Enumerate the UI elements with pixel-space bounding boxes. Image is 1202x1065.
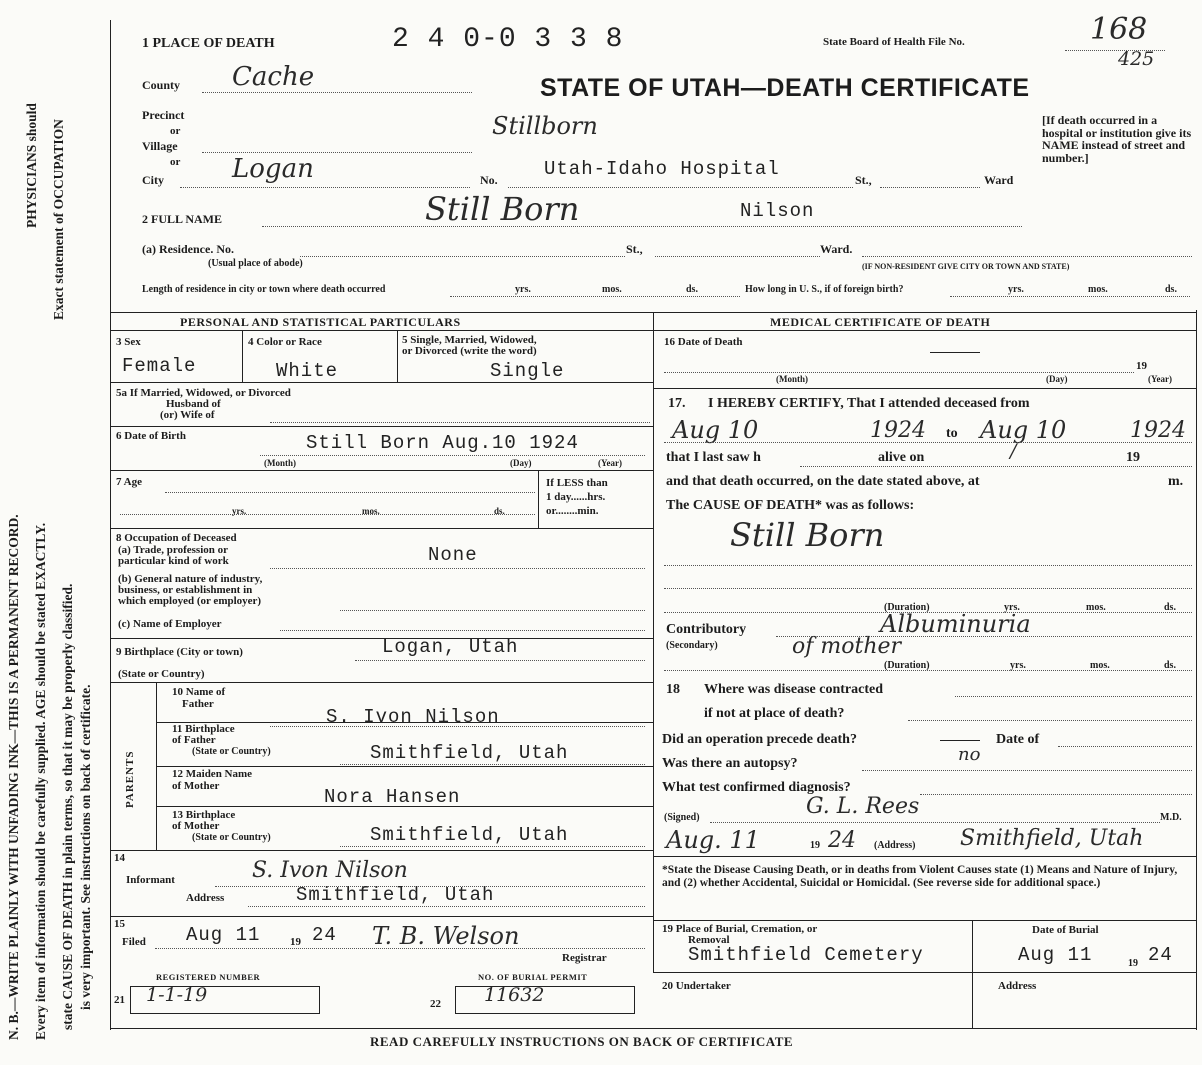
row9-rule	[110, 682, 653, 683]
contributory-duration-yrs: yrs.	[1010, 660, 1026, 671]
date-of-death-line	[664, 372, 1134, 373]
occupation-label: 8 Occupation of Deceased	[116, 532, 237, 544]
length-ds: ds.	[686, 284, 698, 295]
operation-line	[1058, 746, 1192, 747]
contributory-duration-line	[664, 670, 1192, 671]
signature-address-value: Smithfield, Utah	[960, 826, 1144, 851]
race-divider	[397, 330, 398, 382]
length-line	[450, 296, 740, 297]
age-divider	[538, 470, 539, 528]
father-birthplace-label: 11 Birthplace of Father (State or Country)	[172, 723, 271, 757]
signed-rule	[653, 856, 1197, 857]
contributory-duration-mos: mos.	[1090, 660, 1110, 671]
contributory-value-2: of mother	[792, 634, 902, 659]
residence-sub: (Usual place of abode)	[208, 258, 303, 269]
marital-value: Single	[490, 360, 565, 382]
father-line	[270, 726, 645, 727]
birthplace-state: (State or Country)	[118, 668, 205, 680]
hospital-note: [If death occurred in a hospital or institution give its NAME instead of street and number.]	[1042, 113, 1192, 165]
ward-label: Ward	[984, 173, 1014, 187]
marital-label: 5 Single, Married, Widowed, or Divorced (write the word)	[402, 334, 537, 357]
file-number-label: State Board of Health File No.	[823, 36, 965, 48]
signature-address-label: (Address)	[874, 840, 916, 851]
occupation-b: (b) General nature of industry, business, or establishment in which employed (or employer)	[118, 573, 263, 607]
county-label: County	[142, 78, 181, 92]
residence-ward-label: Ward.	[820, 242, 853, 256]
file-number-value: 168	[1090, 12, 1148, 47]
occupation-line-b	[340, 610, 645, 611]
signed-value: G. L. Rees	[806, 794, 920, 819]
death-occurred-m: m.	[1168, 474, 1184, 489]
contributory-duration: (Duration)	[884, 660, 930, 671]
item-21-number: 21	[114, 994, 125, 1006]
side-note-line1b: PHYSICIANS should	[24, 103, 39, 228]
alive-on-year: 19	[1126, 450, 1140, 465]
birthplace-label: 9 Birthplace (City or town)	[116, 646, 243, 658]
last-saw-label: that I last saw h	[666, 450, 761, 465]
race-value: White	[276, 360, 339, 382]
cause-line-2	[664, 588, 1192, 589]
county-line	[202, 92, 472, 93]
autopsy-line	[862, 770, 1192, 771]
undertaker-label: 20 Undertaker	[662, 980, 731, 992]
footnote-rule	[653, 920, 1197, 921]
burial-date-label: Date of Burial	[1032, 924, 1099, 936]
burial-permit-box	[455, 986, 635, 1014]
certify-text: I HEREBY CERTIFY, That I attended deceased from	[708, 396, 1030, 411]
autopsy-label: Was there an autopsy?	[662, 756, 798, 771]
nonresident-note: (IF NON-RESIDENT GIVE CITY OR TOWN AND STATE)	[862, 262, 1070, 271]
length-mos: mos.	[602, 284, 622, 295]
age-if-less: If LESS than 1 day......hrs. or........min.	[546, 477, 608, 517]
test-line	[920, 794, 1192, 795]
mother-birthplace-line	[340, 846, 645, 847]
personal-heading: PERSONAL AND STATISTICAL PARTICULARS	[180, 315, 461, 329]
age-mos: mos.	[362, 506, 380, 516]
side-note-line2b: Exact statement of OCCUPATION	[51, 119, 66, 320]
autopsy-value: no	[958, 744, 981, 765]
burial-rule	[653, 972, 1197, 973]
alive-on-mark: /	[1010, 440, 1017, 462]
right-border	[1196, 310, 1197, 1030]
signed-line	[710, 822, 1160, 823]
date-of-death-dash	[930, 352, 980, 353]
street-number-line	[508, 187, 853, 188]
side-note-line1: N. B.—WRITE PLAINLY WITH UNFADING INK—THIS IS A PERMANENT RECORD.	[6, 514, 21, 1040]
where-contracted-line	[955, 696, 1192, 697]
filed-value: Aug 11	[186, 924, 261, 946]
operation-date-label: Date of	[996, 732, 1040, 747]
registrar-label: Registrar	[562, 952, 607, 964]
row12-rule	[156, 806, 653, 807]
contributory-line	[776, 636, 1192, 637]
age-line-2	[120, 514, 535, 515]
burial-year: 24	[1148, 944, 1173, 966]
st-label: St.,	[855, 173, 872, 187]
foreign-ds: ds.	[1165, 284, 1177, 295]
foreign-yrs: yrs.	[1008, 284, 1024, 295]
certificate-number: 2 4 0-0 3 3 8	[392, 24, 624, 55]
medical-heading-rule	[653, 330, 1197, 331]
informant-label: Informant	[126, 874, 175, 886]
undertaker-address-label: Address	[998, 980, 1037, 992]
death-occurred-label: and that death occurred, on the date stated above, at	[666, 474, 980, 489]
attended-to-date: Aug 10	[980, 416, 1067, 444]
city-line	[180, 187, 470, 188]
parents-label: PARENTS	[124, 750, 136, 808]
personal-heading-rule	[110, 330, 653, 331]
file-number-secondary: 425	[1118, 48, 1155, 70]
certificate-title: STATE OF UTAH—DEATH CERTIFICATE	[540, 74, 1030, 102]
signature-year-prefix: 19	[810, 840, 820, 851]
dob-month: (Month)	[264, 458, 296, 468]
item-17-number: 17.	[668, 396, 686, 411]
date-of-death-month: (Month)	[776, 374, 808, 384]
footer-instructions: READ CAREFULLY INSTRUCTIONS ON BACK OF CERTIFICATE	[370, 1034, 794, 1049]
occupation-line-a	[270, 568, 645, 569]
date-of-death-label: 16 Date of Death	[664, 336, 743, 348]
birthplace-line	[355, 660, 645, 661]
attended-from-date: Aug 10	[672, 416, 759, 444]
village-line	[202, 152, 472, 153]
burial-year-prefix: 19	[1128, 958, 1138, 969]
mother-name-value: Nora Hansen	[324, 786, 461, 808]
place-of-death-label: 1 PLACE OF DEATH	[142, 36, 275, 51]
item-14-number: 14	[114, 852, 125, 864]
row16-rule	[653, 388, 1197, 389]
side-note-line3: state CAUSE OF DEATH in plain terms, so that it may be properly classified.	[60, 583, 75, 1030]
test-label: What test confirmed diagnosis?	[662, 780, 851, 795]
medical-heading: MEDICAL CERTIFICATE OF DEATH	[770, 315, 991, 329]
length-of-residence-label: Length of residence in city or town where death occurred	[142, 284, 386, 295]
spouse-label: 5a If Married, Widowed, or Divorced Husband of (or) Wife of	[116, 387, 291, 421]
burial-permit-value: 11632	[484, 984, 545, 1006]
age-yrs: yrs.	[232, 506, 247, 516]
cause-of-death-label: The CAUSE OF DEATH* was as follows:	[666, 498, 915, 513]
row3-rule	[110, 382, 653, 383]
sex-label: 3 Sex	[116, 336, 141, 348]
signature-year: 24	[828, 828, 856, 853]
dob-line	[260, 455, 645, 456]
last-saw-line	[800, 466, 1192, 467]
city-value: Logan	[232, 154, 314, 184]
precinct-value: Stillborn	[492, 112, 598, 140]
age-line-1	[165, 492, 535, 493]
or-label-1: or	[170, 125, 181, 137]
filed-year-prefix: 19	[290, 936, 301, 948]
attended-to-year: 1924	[1130, 418, 1186, 443]
where-contracted-line-2	[908, 720, 1192, 721]
attended-line	[664, 442, 1192, 443]
cause-duration-yrs: yrs.	[1004, 602, 1020, 613]
parents-bottom-rule	[110, 850, 653, 851]
side-note-line2: Every item of information should be carefully supplied. AGE should be stated EXACTLY.	[33, 522, 48, 1040]
informant-address-label: Address	[186, 892, 225, 904]
row11-rule	[156, 766, 653, 767]
item-22-number: 22	[430, 998, 441, 1010]
occupation-line-c	[280, 630, 645, 631]
md-label: M.D.	[1160, 812, 1182, 823]
dob-value: Still Born Aug.10 1924	[306, 432, 579, 454]
street-number-label: No.	[480, 173, 498, 187]
full-name-line	[262, 226, 1022, 227]
dob-year: (Year)	[598, 458, 622, 468]
contributory-value-1: Albuminuria	[880, 610, 1031, 638]
disease-footnote: *State the Disease Causing Death, or in deaths from Violent Causes state (1) Means and Nature of Injury, and (2) whether Accidental, Suicidal or Homicidal. (See reverse side for additional space.)	[662, 864, 1178, 889]
foreign-mos: mos.	[1088, 284, 1108, 295]
father-name-value: S. Ivon Nilson	[326, 706, 500, 728]
cause-duration: (Duration)	[884, 602, 930, 613]
where-contracted-label: Where was disease contracted	[704, 682, 883, 697]
race-label: 4 Color or Race	[248, 336, 322, 348]
item-18-number: 18	[666, 682, 680, 697]
bottom-border	[110, 1028, 1197, 1029]
full-name-handwritten: Still Born	[425, 190, 580, 228]
cause-line-1	[664, 565, 1192, 566]
ward-line	[880, 187, 980, 188]
residence-st-label: St.,	[626, 242, 643, 256]
cause-duration-ds: ds.	[1164, 602, 1176, 613]
item-15-number: 15	[114, 918, 125, 930]
full-name-typed: Nilson	[740, 200, 815, 222]
where-contracted-label-2: if not at place of death?	[704, 706, 845, 721]
cause-of-death-value: Still Born	[730, 516, 885, 554]
operation-dash	[940, 740, 980, 741]
informant-value: S. Ivon Nilson	[252, 858, 408, 883]
burial-permit-label: NO. OF BURIAL PERMIT	[478, 972, 588, 982]
foreign-line	[950, 296, 1190, 297]
residence-line	[300, 256, 625, 257]
signed-label: (Signed)	[664, 812, 700, 823]
date-of-death-year: (Year)	[1148, 374, 1172, 384]
row14-rule	[110, 916, 653, 917]
city-label: City	[142, 173, 164, 187]
dob-day: (Day)	[510, 458, 532, 468]
dob-label: 6 Date of Birth	[116, 430, 186, 442]
length-yrs: yrs.	[515, 284, 531, 295]
residence-right-line	[862, 256, 1192, 257]
sex-value: Female	[122, 355, 197, 377]
occupation-c: (c) Name of Employer	[118, 618, 222, 630]
burial-place-value: Smithfield Cemetery	[688, 944, 924, 966]
filed-label: Filed	[122, 936, 146, 948]
date-of-death-day: (Day)	[1046, 374, 1068, 384]
birthplace-value: Logan, Utah	[382, 636, 519, 658]
signature-date: Aug. 11	[666, 826, 760, 854]
hospital-name: Utah-Idaho Hospital	[544, 158, 780, 180]
date-of-death-year-prefix: 19	[1136, 360, 1147, 372]
secondary-label: (Secondary)	[666, 640, 718, 651]
precinct-label: Precinct	[142, 108, 185, 122]
sex-divider	[242, 330, 243, 382]
cause-duration-mos: mos.	[1086, 602, 1106, 613]
informant-address-line	[248, 906, 645, 907]
full-name-label: 2 FULL NAME	[142, 212, 223, 226]
attended-from-year: 1924	[870, 418, 926, 443]
mother-birthplace-label: 13 Birthplace of Mother (State or Country)	[172, 809, 271, 843]
operation-label: Did an operation precede death?	[662, 732, 857, 747]
row6-rule	[110, 470, 653, 471]
residence-ward-line	[655, 256, 820, 257]
occupation-a: (a) Trade, profession or particular kind of work	[118, 544, 229, 567]
left-border	[110, 20, 111, 1030]
sections-divider	[653, 312, 654, 972]
filed-year: 24	[312, 924, 337, 946]
side-note-line4: is very important. See instructions on back of certificate.	[78, 684, 93, 1010]
burial-divider	[972, 920, 973, 1028]
registrar-signature: T. B. Welson	[372, 922, 520, 950]
father-birthplace-line	[340, 764, 645, 765]
father-birthplace-value: Smithfield, Utah	[370, 742, 569, 764]
registered-number-label: REGISTERED NUMBER	[156, 972, 261, 982]
contributory-label: Contributory	[666, 622, 747, 637]
age-ds: ds.	[494, 506, 505, 516]
mother-birthplace-value: Smithfield, Utah	[370, 824, 569, 846]
row7-rule	[110, 528, 653, 529]
foreign-birth-label: How long in U. S., if of foreign birth?	[745, 284, 904, 295]
alive-on-label: alive on	[878, 450, 925, 465]
village-label: Village	[142, 139, 178, 153]
mother-name-label: 12 Maiden Name of Mother	[172, 768, 253, 792]
contributory-duration-ds: ds.	[1164, 660, 1176, 671]
or-label-2: or	[170, 156, 181, 168]
county-value: Cache	[232, 62, 315, 92]
registered-number-value: 1-1-19	[146, 984, 208, 1006]
residence-label: (a) Residence. No.	[142, 242, 234, 256]
father-name-label: 10 Name of Father	[172, 686, 226, 710]
burial-place-label: 19 Place of Burial, Cremation, or Removal	[662, 923, 818, 946]
occupation-value: None	[428, 544, 478, 566]
burial-date-value: Aug 11	[1018, 944, 1093, 966]
to-label: to	[946, 426, 958, 441]
row5a-rule	[110, 426, 653, 427]
informant-address-value: Smithfield, Utah	[296, 884, 495, 906]
spouse-line	[270, 422, 650, 423]
age-label: 7 Age	[116, 476, 142, 488]
